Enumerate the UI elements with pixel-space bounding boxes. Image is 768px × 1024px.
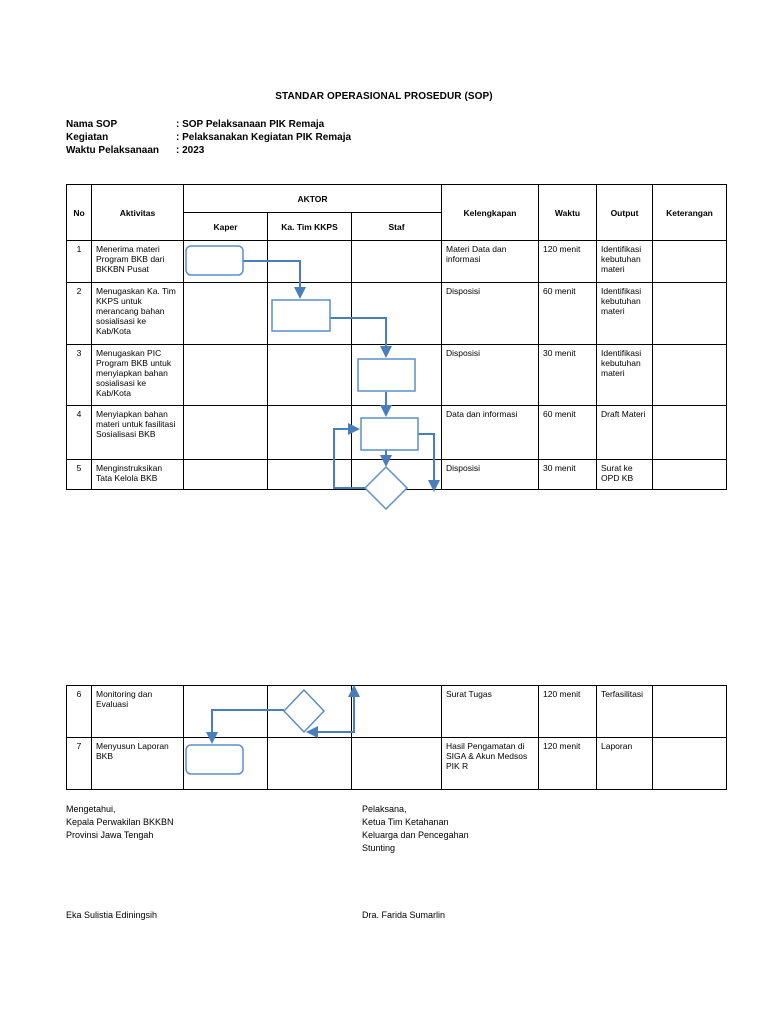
cell-katim (268, 406, 352, 460)
signature-left-block (66, 803, 174, 842)
cell-staf (352, 241, 442, 283)
row-keterangan (653, 686, 727, 738)
row-kelengkapan: Disposisi (442, 283, 539, 345)
row-output: Identifikasi kebutuhan materi (597, 241, 653, 283)
row-waktu: 120 menit (539, 738, 597, 790)
meta-label: Nama SOP (66, 119, 118, 130)
row-no: 4 (67, 406, 92, 460)
page-title: STANDAR OPERASIONAL PROSEDUR (SOP) (275, 91, 493, 102)
meta-label: Waktu Pelaksanaan (66, 145, 160, 156)
header-staf: Staf (352, 213, 442, 241)
meta-value: : Pelaksanakan Kegiatan PIK Remaja (176, 132, 352, 143)
table-row (67, 241, 727, 283)
header-kelengkapan: Kelengkapan (442, 185, 539, 241)
signature-left-name: Eka Sulistia Ediningsih (66, 910, 158, 920)
row-kelengkapan: Surat Tugas (442, 686, 539, 738)
cell-staf (352, 406, 442, 460)
table-row (67, 283, 727, 345)
row-kelengkapan: Data dan informasi (442, 406, 539, 460)
cell-katim (268, 460, 352, 490)
row-kelengkapan: Disposisi (442, 345, 539, 406)
cell-kaper (184, 738, 268, 790)
table-row (67, 738, 727, 790)
sop-table-part-2 (66, 685, 727, 790)
cell-kaper (184, 686, 268, 738)
cell-staf (352, 345, 442, 406)
row-aktivitas: Menugaskan PIC Program BKB untuk menyiapkan bahan sosialisasi ke Kab/Kota (92, 345, 184, 406)
row-aktivitas: Menyiapkan bahan materi untuk fasilitasi Sosialisasi BKB (92, 406, 184, 460)
signature-left-line: Provinsi Jawa Tengah (66, 830, 154, 840)
cell-staf (352, 738, 442, 790)
row-keterangan (653, 460, 727, 490)
cell-staf (352, 460, 442, 490)
row-keterangan (653, 241, 727, 283)
meta-label: Kegiatan (66, 132, 109, 143)
row-aktivitas: Menugaskan Ka. Tim KKPS untuk merancang bahan sosialisasi ke Kab/Kota (92, 283, 184, 345)
signature-right-line: Keluarga dan Pencegahan (362, 830, 469, 840)
cell-katim (268, 738, 352, 790)
header-aktivitas: Aktivitas (92, 185, 184, 241)
row-keterangan (653, 406, 727, 460)
row-no: 1 (67, 241, 92, 283)
row-aktivitas: Menyusun Laporan BKB (92, 738, 184, 790)
table-row (67, 406, 727, 460)
row-output: Draft Materi (597, 406, 653, 460)
cell-staf (352, 283, 442, 345)
meta-value: : 2023 (176, 145, 205, 156)
signature-left-line: Kepala Perwakilan BKKBN (66, 817, 174, 827)
table-row (67, 460, 727, 490)
row-output: Identifikasi kebutuhan materi (597, 345, 653, 406)
cell-kaper (184, 241, 268, 283)
row-aktivitas: Menerima materi Program BKB dari BKKBN Pusat (92, 241, 184, 283)
cell-kaper (184, 460, 268, 490)
row-waktu: 30 menit (539, 460, 597, 490)
row-no: 6 (67, 686, 92, 738)
row-keterangan (653, 283, 727, 345)
row-no: 5 (67, 460, 92, 490)
cell-kaper (184, 283, 268, 345)
row-output: Surat ke OPD KB (597, 460, 653, 490)
signature-right-line: Stunting (362, 843, 396, 853)
row-kelengkapan: Materi Data dan informasi (442, 241, 539, 283)
header-katim: Ka. Tim KKPS (268, 213, 352, 241)
cell-katim (268, 241, 352, 283)
sop-table-part-1 (66, 184, 727, 490)
row-aktivitas: Monitoring dan Evaluasi (92, 686, 184, 738)
row-waktu: 120 menit (539, 241, 597, 283)
header-waktu: Waktu (539, 185, 597, 241)
cell-katim (268, 345, 352, 406)
table-row (67, 345, 727, 406)
signature-right-block (362, 803, 469, 855)
row-no: 3 (67, 345, 92, 406)
cell-katim (268, 283, 352, 345)
row-waktu: 60 menit (539, 283, 597, 345)
row-waktu: 60 menit (539, 406, 597, 460)
row-keterangan (653, 345, 727, 406)
signature-right-line: Ketua Tim Ketahanan (362, 817, 449, 827)
row-aktivitas: Menginstruksikan Tata Kelola BKB (92, 460, 184, 490)
cell-kaper (184, 406, 268, 460)
signature-left-line: Mengetahui, (66, 804, 116, 814)
row-no: 7 (67, 738, 92, 790)
meta-value: : SOP Pelaksanaan PIK Remaja (176, 119, 325, 130)
signature-right-name: Dra. Farida Sumarlin (362, 910, 446, 920)
row-kelengkapan: Hasil Pengamatan di SIGA & Akun Medsos PIK R (442, 738, 539, 790)
header-kaper: Kaper (184, 213, 268, 241)
cell-katim (268, 686, 352, 738)
header-output: Output (597, 185, 653, 241)
row-output: Terfasilitasi (597, 686, 653, 738)
table-row (67, 686, 727, 738)
header-aktor: AKTOR (184, 185, 442, 213)
signature-right-line: Pelaksana, (362, 804, 407, 814)
header-keterangan: Keterangan (653, 185, 727, 241)
row-output: Laporan (597, 738, 653, 790)
cell-staf (352, 686, 442, 738)
row-output: Identifikasi kebutuhan materi (597, 283, 653, 345)
row-no: 2 (67, 283, 92, 345)
header-no: No (67, 185, 92, 241)
row-waktu: 30 menit (539, 345, 597, 406)
row-kelengkapan: Disposisi (442, 460, 539, 490)
cell-kaper (184, 345, 268, 406)
row-waktu: 120 menit (539, 686, 597, 738)
row-keterangan (653, 738, 727, 790)
